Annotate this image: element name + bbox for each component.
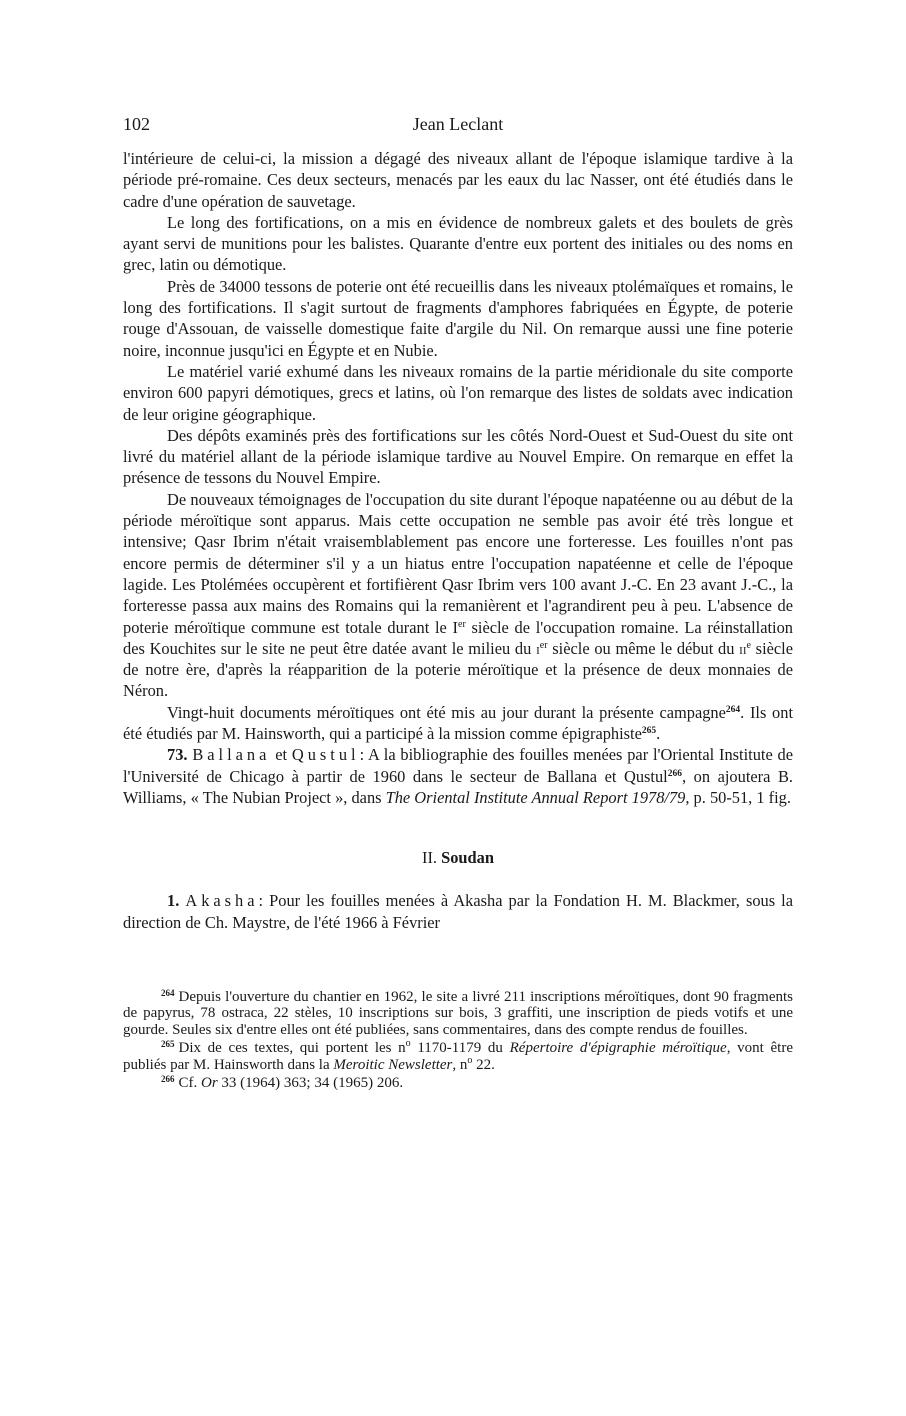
footnote bbox=[123, 1040, 793, 1073]
footnote bbox=[123, 1075, 793, 1092]
superscript: e bbox=[746, 639, 751, 651]
section-title: Soudan bbox=[441, 848, 494, 868]
page-header bbox=[123, 110, 793, 140]
text-run: Vingt-huit documents méroïtiques ont été mis au jour durant la présente campagne bbox=[167, 702, 726, 722]
text-run: 22. bbox=[472, 1056, 495, 1073]
place-name: Akasha bbox=[185, 891, 259, 911]
footnote-number: 266 bbox=[161, 1074, 175, 1085]
publication-title: Répertoire d'épigraphie méroïtique bbox=[509, 1040, 727, 1057]
text-run: siècle ou même le début du bbox=[547, 638, 740, 658]
item-number: 1. bbox=[167, 891, 180, 911]
text-run: Dix de ces textes, qui portent les n bbox=[178, 1040, 406, 1057]
text-run: , n bbox=[452, 1056, 468, 1073]
paragraph: Des dépôts examinés près des fortifications sur les côtés Nord-Ouest et Sud-Ouest du site ont livré du matériel allant de la période islamique tardive au Nouvel Empire. On remarque en effet la présence de tessons du Nouvel Empire. bbox=[123, 425, 793, 488]
paragraph bbox=[123, 489, 793, 702]
paragraph bbox=[123, 744, 793, 808]
section-numeral: II. bbox=[422, 848, 438, 868]
place-name: Ballana bbox=[192, 745, 271, 765]
roman-numeral: ii bbox=[739, 638, 747, 658]
text-run: De nouveaux témoignages de l'occupation du site durant l'époque napatéenne ou au début de la période méroïtique sont apparus. Mais cette occupation ne semble pas avoir été très longue et intensive; Qasr Ibrim n'était vraisemblablement pas encore une forteresse. Les fouilles n'ont pas encore permis de déterminer s'il y a un hiatus entre l'occupation napatéenne et celle de l'époque lagide. Les Ptolémées occupèrent et fortifièrent Qasr Ibrim vers 100 avant J.-C. En 23 avant J.-C., la forteresse passa aux mains des Romains qui la remanièrent et l'agrandirent peu à peu. L'absence de poterie méroïtique commune est totale durant le I bbox=[123, 489, 793, 637]
superscript: o bbox=[405, 1038, 411, 1050]
paragraph: l'intérieure de celui-ci, la mission a dégagé des niveaux allant de l'époque islamique tardive à la période pré-romaine. Ces deux secteurs, menacés par les eaux du lac Nasser, ont été étudiés dans le cadre d'une opération de sauvetage. bbox=[123, 149, 793, 211]
body-text bbox=[123, 148, 793, 808]
paragraph: Près de 34000 tessons de poterie ont été recueillis dans les niveaux ptolémaïques et romains, le long des fortifications. Il s'agit surtout de fragments d'amphores fabriquées en Égypte, de poterie rouge d'Assouan, de vaisselle domestique faite d'argile du Nil. On remarque aussi une fine poterie noire, inconnue jusqu'ici en Égypte et en Nubie. bbox=[123, 276, 793, 360]
footnote bbox=[123, 989, 793, 1039]
footnote-ref[interactable]: 265 bbox=[641, 726, 657, 737]
superscript: er bbox=[458, 618, 466, 630]
item-number: 73. bbox=[167, 745, 188, 765]
footnotes bbox=[123, 989, 793, 1092]
running-title: Jean Leclant bbox=[412, 114, 504, 134]
text-run: , on ajoutera B. Williams, « The Nubian Project », dans bbox=[123, 766, 793, 807]
text-run: : A la bibliographie des fouilles menées par l'Oriental Institute de l'Université de Chicago à partir de 1960 dans le secteur de Ballana et Qustul bbox=[123, 745, 793, 786]
footnote-ref[interactable]: 264 bbox=[725, 704, 741, 715]
publication-title: Meroitic Newsletter bbox=[333, 1056, 453, 1073]
page-number: 102 bbox=[123, 114, 150, 134]
document-page bbox=[123, 110, 793, 1094]
text-run: et bbox=[270, 745, 292, 765]
paragraph: Le long des fortifications, on a mis en évidence de nombreux galets et des boulets de grès ayant servi de munitions pour les balistes. Quarante d'entre eux portent des initiales ou des noms en grec, latin ou démotique. bbox=[123, 212, 793, 275]
section-heading bbox=[123, 848, 793, 868]
footnote-ref[interactable]: 266 bbox=[667, 768, 682, 779]
footnote-number: 264 bbox=[161, 987, 175, 998]
text-run: siècle de notre ère, d'après la réapparition de la poterie méroïtique et la présence de deux monnaies de Néron. bbox=[123, 638, 793, 701]
body-text bbox=[123, 890, 793, 933]
text-run: siècle de l'occupation romaine. La réinstallation des Kouchites sur le site ne peut être datée avant le milieu du bbox=[123, 617, 793, 658]
roman-numeral: i bbox=[536, 638, 540, 658]
publication-title: The Oriental Institute Annual Report 1978/79 bbox=[385, 787, 686, 807]
paragraph bbox=[123, 890, 793, 933]
text-run: : Pour les fouilles menées à Akasha par la Fondation H. M. Blackmer, sous la direction de Ch. Maystre, de l'été 1966 à Février bbox=[123, 891, 793, 932]
paragraph bbox=[123, 702, 793, 745]
text-run: . Ils ont été étudiés par M. Hainsworth, qui a participé à la mission comme épigraphiste bbox=[123, 702, 793, 744]
text-run: 1170-1179 du bbox=[410, 1040, 510, 1057]
paragraph: Le matériel varié exhumé dans les niveaux romains de la partie méridionale du site comporte environ 600 papyri démotiques, grecs et latins, où l'on remarque des listes de soldats avec indication de leur origine géographique. bbox=[123, 361, 793, 424]
journal-abbrev: Or bbox=[201, 1075, 218, 1092]
footnote-number: 265 bbox=[161, 1039, 175, 1050]
place-name: Qustul bbox=[291, 745, 360, 765]
text-run: , vont être publiés par M. Hainsworth dans la bbox=[123, 1040, 793, 1073]
text-run: , p. 50-51, 1 fig. bbox=[685, 787, 791, 807]
superscript: o bbox=[467, 1054, 473, 1066]
footnote-text: Depuis l'ouverture du chantier en 1962, le site a livré 211 inscriptions méroïtiques, dont 90 fragments de papyrus, 78 ostraca, 22 stèles, 10 inscriptions sur bois, 3 graffiti, une inscription de pieds votifs et une gourde. Seules six d'entre elles ont été publiées, sans commentaires, dans des compte rendus de fouilles. bbox=[123, 988, 793, 1038]
text-run: Cf. bbox=[178, 1075, 201, 1092]
text-run: . bbox=[656, 724, 661, 744]
superscript: er bbox=[539, 639, 548, 651]
text-run: 33 (1964) 363; 34 (1965) 206. bbox=[217, 1075, 404, 1092]
